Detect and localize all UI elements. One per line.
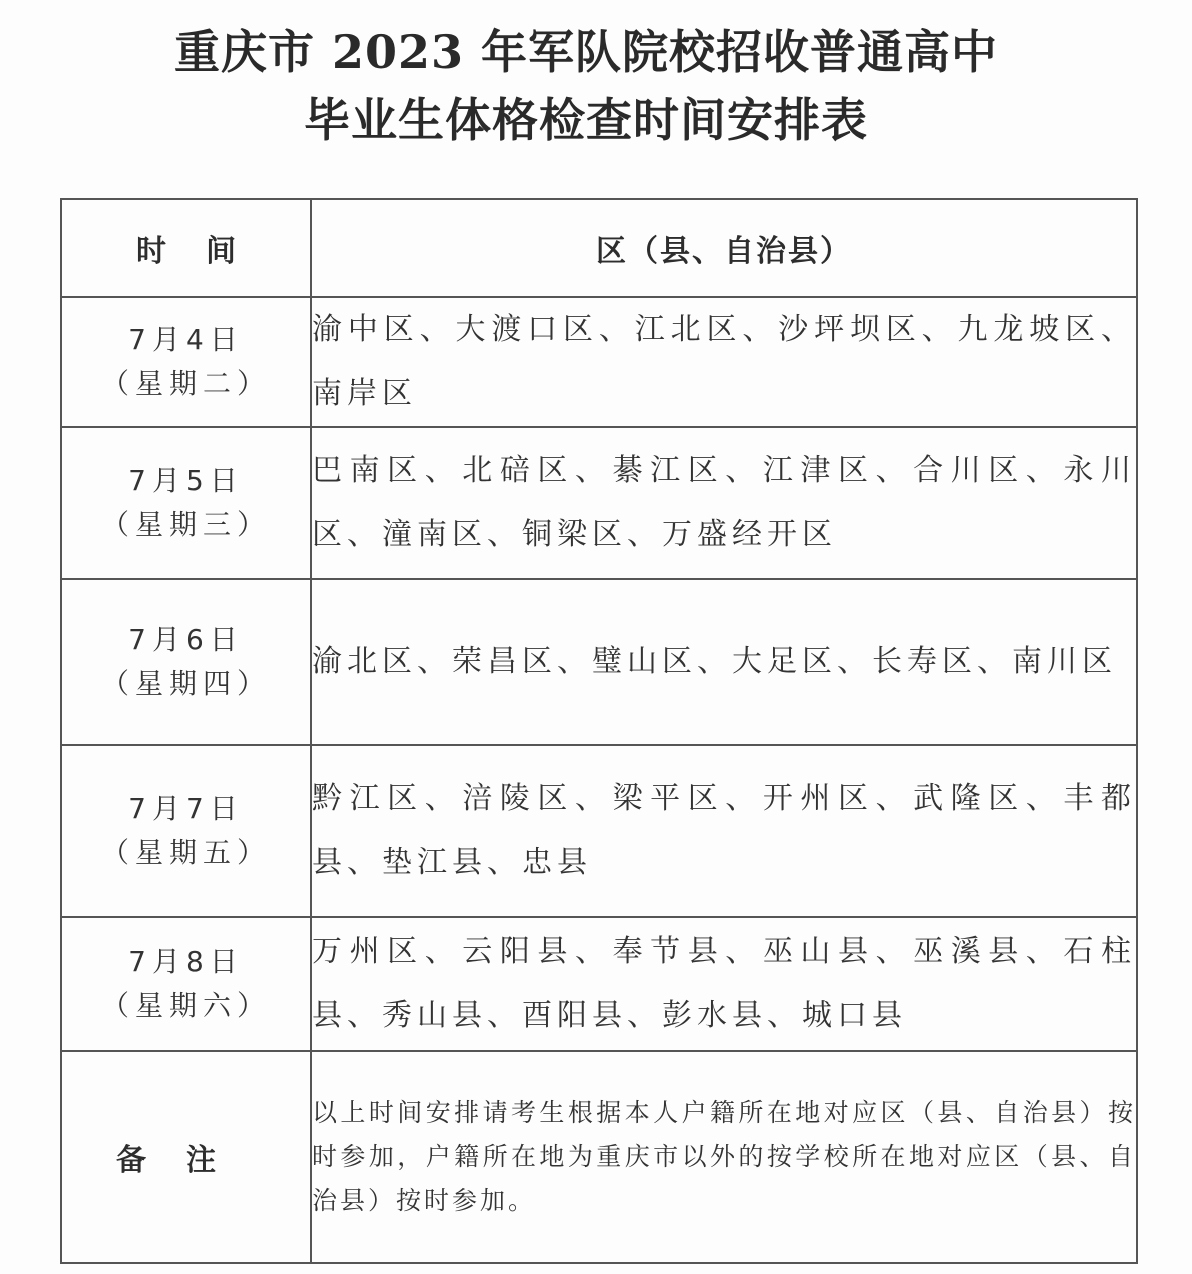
weekday-text: （星期二）: [100, 367, 271, 400]
date-text: 7月5日: [128, 464, 244, 497]
document-title-line-1: 重庆市 2023 年军队院校招收普通高中: [173, 25, 999, 79]
region-list: 巴南区、北碚区、綦江区、江津区、合川区、永川区、潼南区、铜梁区、万盛经开区: [311, 427, 1137, 579]
schedule-table: [60, 198, 1138, 1264]
region-list: 万州区、云阳县、奉节县、巫山县、巫溪县、石柱县、秀山县、酉阳县、彭水县、城口县: [311, 917, 1137, 1051]
note-text: 以上时间安排请考生根据本人户籍所在地对应区（县、自治县）按时参加，户籍所在地为重庆市以外的按学校所在地对应区（县、自治县）按时参加。: [311, 1051, 1137, 1263]
document-title-line-2: 毕业生体格检查时间安排表: [304, 93, 868, 147]
weekday-text: （星期四）: [100, 667, 271, 700]
note-row: [61, 1051, 1137, 1263]
weekday-text: （星期五）: [100, 836, 271, 869]
header-region: 区（县、自治县）: [311, 199, 1137, 297]
table-row: [61, 745, 1137, 917]
table-row: [61, 917, 1137, 1051]
table-header-row: [61, 199, 1137, 297]
date-cell: [61, 297, 311, 427]
header-time: 时间: [61, 199, 311, 297]
date-text: 7月6日: [128, 623, 244, 656]
date-cell: [61, 427, 311, 579]
date-cell: [61, 745, 311, 917]
date-cell: [61, 579, 311, 745]
date-text: 7月4日: [128, 323, 244, 356]
date-text: 7月8日: [128, 945, 244, 978]
table-row: [61, 427, 1137, 579]
note-label: 备注: [61, 1051, 311, 1263]
table-row: [61, 579, 1137, 745]
table-row: [61, 297, 1137, 427]
date-text: 7月7日: [128, 792, 244, 825]
region-list: 渝中区、大渡口区、江北区、沙坪坝区、九龙坡区、南岸区: [311, 297, 1137, 427]
weekday-text: （星期六）: [100, 989, 271, 1022]
weekday-text: （星期三）: [100, 508, 271, 541]
date-cell: [61, 917, 311, 1051]
region-list: 渝北区、荣昌区、璧山区、大足区、长寿区、南川区: [311, 579, 1137, 745]
region-list: 黔江区、涪陵区、梁平区、开州区、武隆区、丰都县、垫江县、忠县: [311, 745, 1137, 917]
